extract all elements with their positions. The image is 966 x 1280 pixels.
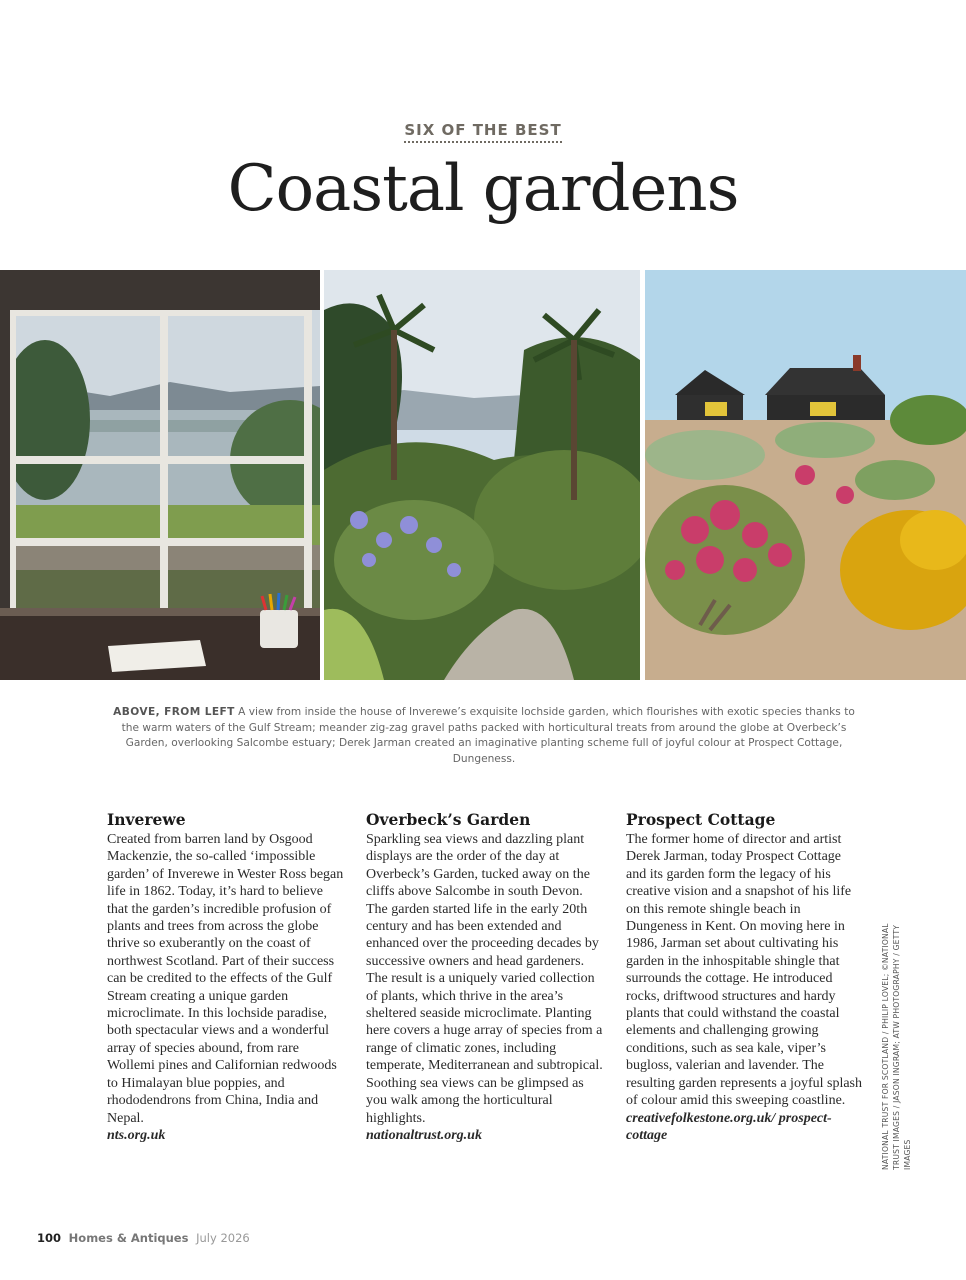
article-website: creativefolkestone.org.uk/ prospect-cottage (626, 1110, 832, 1143)
photo-credit: NATIONAL TRUST FOR SCOTLAND / PHILIP LOVEL; ©NATIONAL TRUST IMAGES / JASON INGRAM; ATW PHOTOGRAPHY / GETTY IMAGES (881, 923, 912, 1170)
article-inverewe (107, 810, 345, 1144)
magazine-name: Homes & Antiques (68, 1231, 189, 1245)
photo-caption (110, 705, 858, 767)
issue-date: July 2026 (196, 1231, 250, 1245)
caption-text: A view from inside the house of Inverewe’s exquisite lochside garden, which flourishes with exotic species thanks to the warm waters of the Gulf Stream; meander zig-zag gravel paths packed with horticultural treats from around the globe at Overbeck’s Garden, overlooking Salcombe estuary; Derek Jarman created an imaginative planting scheme full of joyful colour at Prospect Cottage, Dungeness. (121, 706, 855, 765)
page-footer (37, 1231, 250, 1245)
article-body: Sparkling sea views and dazzling plant displays are the order of the day at Overbeck’s Garden, tucked away on the cliffs above Salcombe in south Devon. The garden started life in the early 20th century and has been extended and enhanced over the proceeding decades by successive owners and head gardeners. The result is a uniquely varied collection of plants, which thrive in the area’s sheltered seaside microclimate. Planting here covers a huge array of species from a range of climatic zones, including temperate, Mediterranean and subtropical. Soothing sea views can be glimpsed as you walk among the horticultural highlights. (366, 832, 603, 1126)
article-overbecks (366, 810, 604, 1144)
article-website: nts.org.uk (107, 1127, 166, 1143)
section-kicker: SIX OF THE BEST (0, 121, 966, 139)
page-number: 100 (37, 1231, 62, 1245)
caption-lead: ABOVE, FROM LEFT (113, 706, 235, 718)
article-heading: Overbeck’s Garden (366, 810, 531, 829)
article-body: The former home of director and artist Derek Jarman, today Prospect Cottage and its garden form the legacy of his creative vision and a snapshot of his life on this remote shingle beach in Dungeness in Kent. On moving here in 1986, Jarman set about cultivating his garden in the inhospitable shingle that surrounds the cottage. He introduced rocks, driftwood structures and hardy plants that could withstand the coastal elements and challenging growing conditions, such as sea kale, viper’s bugloss, valerian and lavender. The resulting garden represents a joyful splash of colour amid this sweeping coastline. (626, 832, 862, 1109)
prospect-cottage-photo (645, 270, 966, 680)
article-heading: Inverewe (107, 810, 186, 829)
page-title: Coastal gardens (227, 152, 739, 226)
article-website: nationaltrust.org.uk (366, 1127, 482, 1143)
inverewe-window-photo (0, 270, 320, 680)
article-body: Created from barren land by Osgood Mackenzie, the so-called ‘impossible garden’ of Inverewe in Wester Ross began life in 1862. Today, it’s hard to believe that the garden’s incredible profusion of plants and trees from across the globe thrive so exuberantly on the coast of northwest Scotland. Part of their success can be credited to the effects of the Gulf Stream creating a unique garden microclimate. In this lochside paradise, both spectacular views and a wonderful array of species abound, from rare Wollemi pines and Californian redwoods to Himalayan blue poppies, and rhododendrons from China, India and Nepal. (107, 832, 344, 1126)
overbecks-garden-photo (324, 270, 640, 680)
article-prospect-cottage (626, 810, 864, 1144)
article-heading: Prospect Cottage (626, 810, 776, 829)
